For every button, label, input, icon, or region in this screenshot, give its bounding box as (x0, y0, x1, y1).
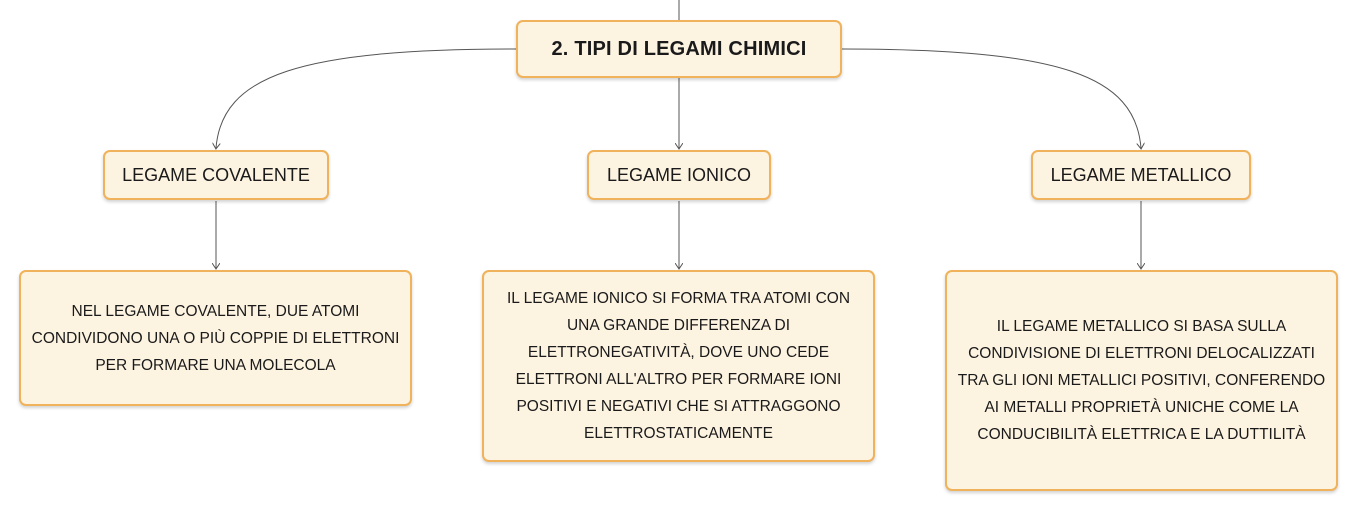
node-legame-covalente[interactable] (103, 150, 329, 200)
description-text-ionico: IL LEGAME IONICO SI FORMA TRA ATOMI CON UNA GRANDE DIFFERENZA DI ELETTRONEGATIVITÀ, DOVE UNO CEDE ELETTRONI ALL'ALTRO PER FORMARE IONI POSITIVI E NEGATIVI CHE SI ATTRAGGONO ELETTROSTATICAMENTE (506, 290, 851, 442)
description-node-metallico[interactable] (945, 270, 1338, 491)
description-text-metallico: IL LEGAME METALLICO SI BASA SULLA CONDIVISIONE DI ELETTRONI DELOCALIZZATI TRA GLI IONI METALLICI POSITIVI, CONFERENDO AI METALLI PROPRIETÀ UNICHE COME LA CONDUCIBILITÀ ELETTRICA E LA DUTTILITÀ (957, 318, 1326, 443)
node-label-metallico: LEGAME METALLICO (1050, 164, 1232, 185)
description-node-ionico[interactable] (482, 270, 875, 462)
connector-root-covalent (216, 49, 516, 148)
node-legame-ionico[interactable] (587, 150, 771, 200)
node-legame-metallico[interactable] (1031, 150, 1251, 200)
node-label-covalente: LEGAME COVALENTE (122, 164, 310, 185)
description-text-covalente: NEL LEGAME COVALENTE, DUE ATOMI CONDIVIDONO UNA O PIÙ COPPIE DI ELETTRONI PER FORMARE UNA MOLECOLA (31, 302, 400, 374)
connector-root-metallic (842, 49, 1141, 148)
root-node-tipi-di-legami-chimici[interactable] (516, 20, 842, 78)
node-label-ionico: LEGAME IONICO (606, 164, 752, 185)
root-node-label: 2. TIPI DI LEGAMI CHIMICI (551, 37, 807, 60)
description-node-covalente[interactable] (19, 270, 412, 406)
